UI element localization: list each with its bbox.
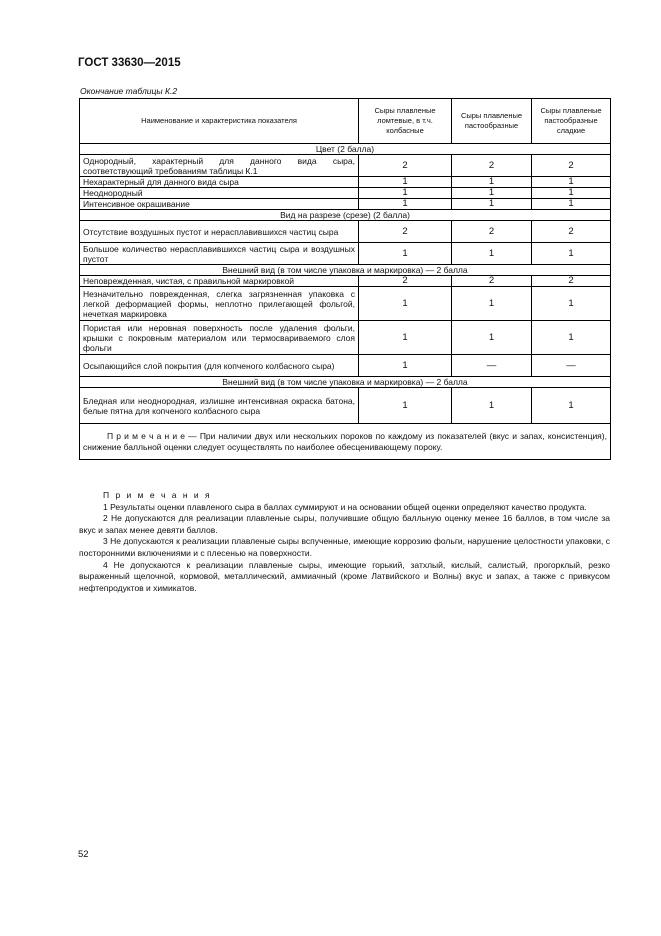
header-indicator: Наименование и характеристика показателя [80, 99, 359, 144]
row-score-2: 1 [452, 388, 532, 424]
row-score-2: 1 [452, 177, 532, 188]
table-note-text: — При наличии двух или нескольких пороков по каждому из показателей (вкус и запах, консистенция), снижение балльной оценки следует осуществлять по наиболее обесценивающему пороку. [83, 430, 607, 452]
table-row [80, 155, 611, 177]
section-title: Вид на разрезе (срезе) (2 балла) [80, 210, 611, 221]
row-name: Большое количество нерасплавившихся частиц сыра и воздушных пустот [80, 243, 359, 265]
row-score-1: 1 [359, 287, 452, 321]
table-header-row [80, 99, 611, 144]
document-header: ГОСТ 33630—2015 [78, 57, 181, 69]
row-score-3: — [532, 355, 611, 377]
table-note-label: П р и м е ч а н и е [107, 430, 185, 441]
header-paste-sweet: Сыры плавленые пастообразные сладкие [532, 99, 611, 144]
table-row [80, 287, 611, 321]
row-score-3: 1 [532, 243, 611, 265]
row-score-3: 1 [532, 287, 611, 321]
row-score-3: 1 [532, 188, 611, 199]
row-name: Нехарактерный для данного вида сыра [80, 177, 359, 188]
row-score-2: — [452, 355, 532, 377]
row-score-2: 2 [452, 155, 532, 177]
score-table [79, 98, 611, 460]
row-name: Неоднородный [80, 188, 359, 199]
row-score-1: 1 [359, 199, 452, 210]
section-title: Внешний вид (в том числе упаковка и маркировка) — 2 балла [80, 265, 611, 276]
table-caption: Окончание таблицы К.2 [80, 86, 178, 96]
row-score-1: 2 [359, 276, 452, 287]
row-score-1: 2 [359, 155, 452, 177]
row-score-1: 2 [359, 221, 452, 243]
row-score-1: 1 [359, 388, 452, 424]
notes-title: П р и м е ч а н и я [103, 490, 212, 500]
row-name: Интенсивное окрашивание [80, 199, 359, 210]
row-name: Бледная или неоднородная, излишне интенсивная окраска батона, белые пятна для копченого колбасного сыра [80, 388, 359, 424]
row-name: Отсутствие воздушных пустот и нерасплавившихся частиц сыра [80, 221, 359, 243]
section-title: Внешний вид (в том числе упаковка и маркировка) — 2 балла [80, 377, 611, 388]
row-name: Однородный, характерный для данного вида сыра, соответствующий требованиям таблицы К.1 [80, 155, 359, 177]
row-score-3: 2 [532, 276, 611, 287]
row-score-2: 1 [452, 321, 532, 355]
row-score-1: 1 [359, 177, 452, 188]
table-row [80, 243, 611, 265]
section-title: Цвет (2 балла) [80, 144, 611, 155]
row-score-1: 1 [359, 188, 452, 199]
row-score-3: 2 [532, 155, 611, 177]
note-item: 3 Не допускаются к реализации плавленые сыры вспученные, имеющие коррозию фольги, нарушение целостности упаковки, с посторонними включениями и с плесенью на поверхности. [79, 536, 610, 558]
row-name: Незначительно поврежденная, слегка загрязненная упаковка с легкой деформацией формы, неплотно прилегающей фольгой, нечеткая маркировка [80, 287, 359, 321]
row-name: Неповрежденная, чистая, с правильной маркировкой [80, 276, 359, 287]
row-score-3: 2 [532, 221, 611, 243]
table-note [80, 424, 611, 460]
page-number: 52 [78, 849, 89, 860]
row-score-2: 1 [452, 199, 532, 210]
row-score-2: 1 [452, 243, 532, 265]
table-row [80, 321, 611, 355]
table-row [80, 221, 611, 243]
row-score-1: 1 [359, 355, 452, 377]
row-name: Осыпающийся слой покрытия (для копченого колбасного сыра) [80, 355, 359, 377]
table-row [80, 199, 611, 210]
row-score-3: 1 [532, 321, 611, 355]
row-score-3: 1 [532, 199, 611, 210]
table-row [80, 388, 611, 424]
row-score-1: 1 [359, 321, 452, 355]
row-score-1: 1 [359, 243, 452, 265]
row-score-2: 2 [452, 221, 532, 243]
row-score-3: 1 [532, 177, 611, 188]
header-paste: Сыры плавленые пастообразные [452, 99, 532, 144]
row-name: Пористая или неровная поверхность после удаления фольги, крышки с покровным материалом или термосвариваемого слоя фольги [80, 321, 359, 355]
row-score-2: 1 [452, 188, 532, 199]
notes-block [79, 490, 610, 594]
row-score-2: 1 [452, 287, 532, 321]
row-score-2: 2 [452, 276, 532, 287]
note-item: 1 Результаты оценки плавленого сыра в баллах суммируют и на основании общей оценки определяют качество продукта. [103, 501, 587, 512]
table-row [80, 188, 611, 199]
header-sliced: Сыры плавленые ломтевые, в т.ч. колбасные [359, 99, 452, 144]
table-note-row [80, 424, 611, 460]
table-row [80, 177, 611, 188]
note-item: 4 Не допускаются к реализации плавленые сыры, имеющие горький, затхлый, кислый, салистый, прогорклый, резко выраженный щелочной, кормовой, металлический, аммиачный (кроме Латвийского и Волны) вкус и запах, а также с привкусом нефтепродуктов и химикатов. [79, 559, 610, 593]
note-item: 2 Не допускаются для реализации плавленые сыры, получившие общую балльную оценку менее 16 баллов, в том числе за вкус и запах менее девяти баллов. [79, 513, 610, 535]
row-score-3: 1 [532, 388, 611, 424]
table-row [80, 355, 611, 377]
table-row [80, 276, 611, 287]
